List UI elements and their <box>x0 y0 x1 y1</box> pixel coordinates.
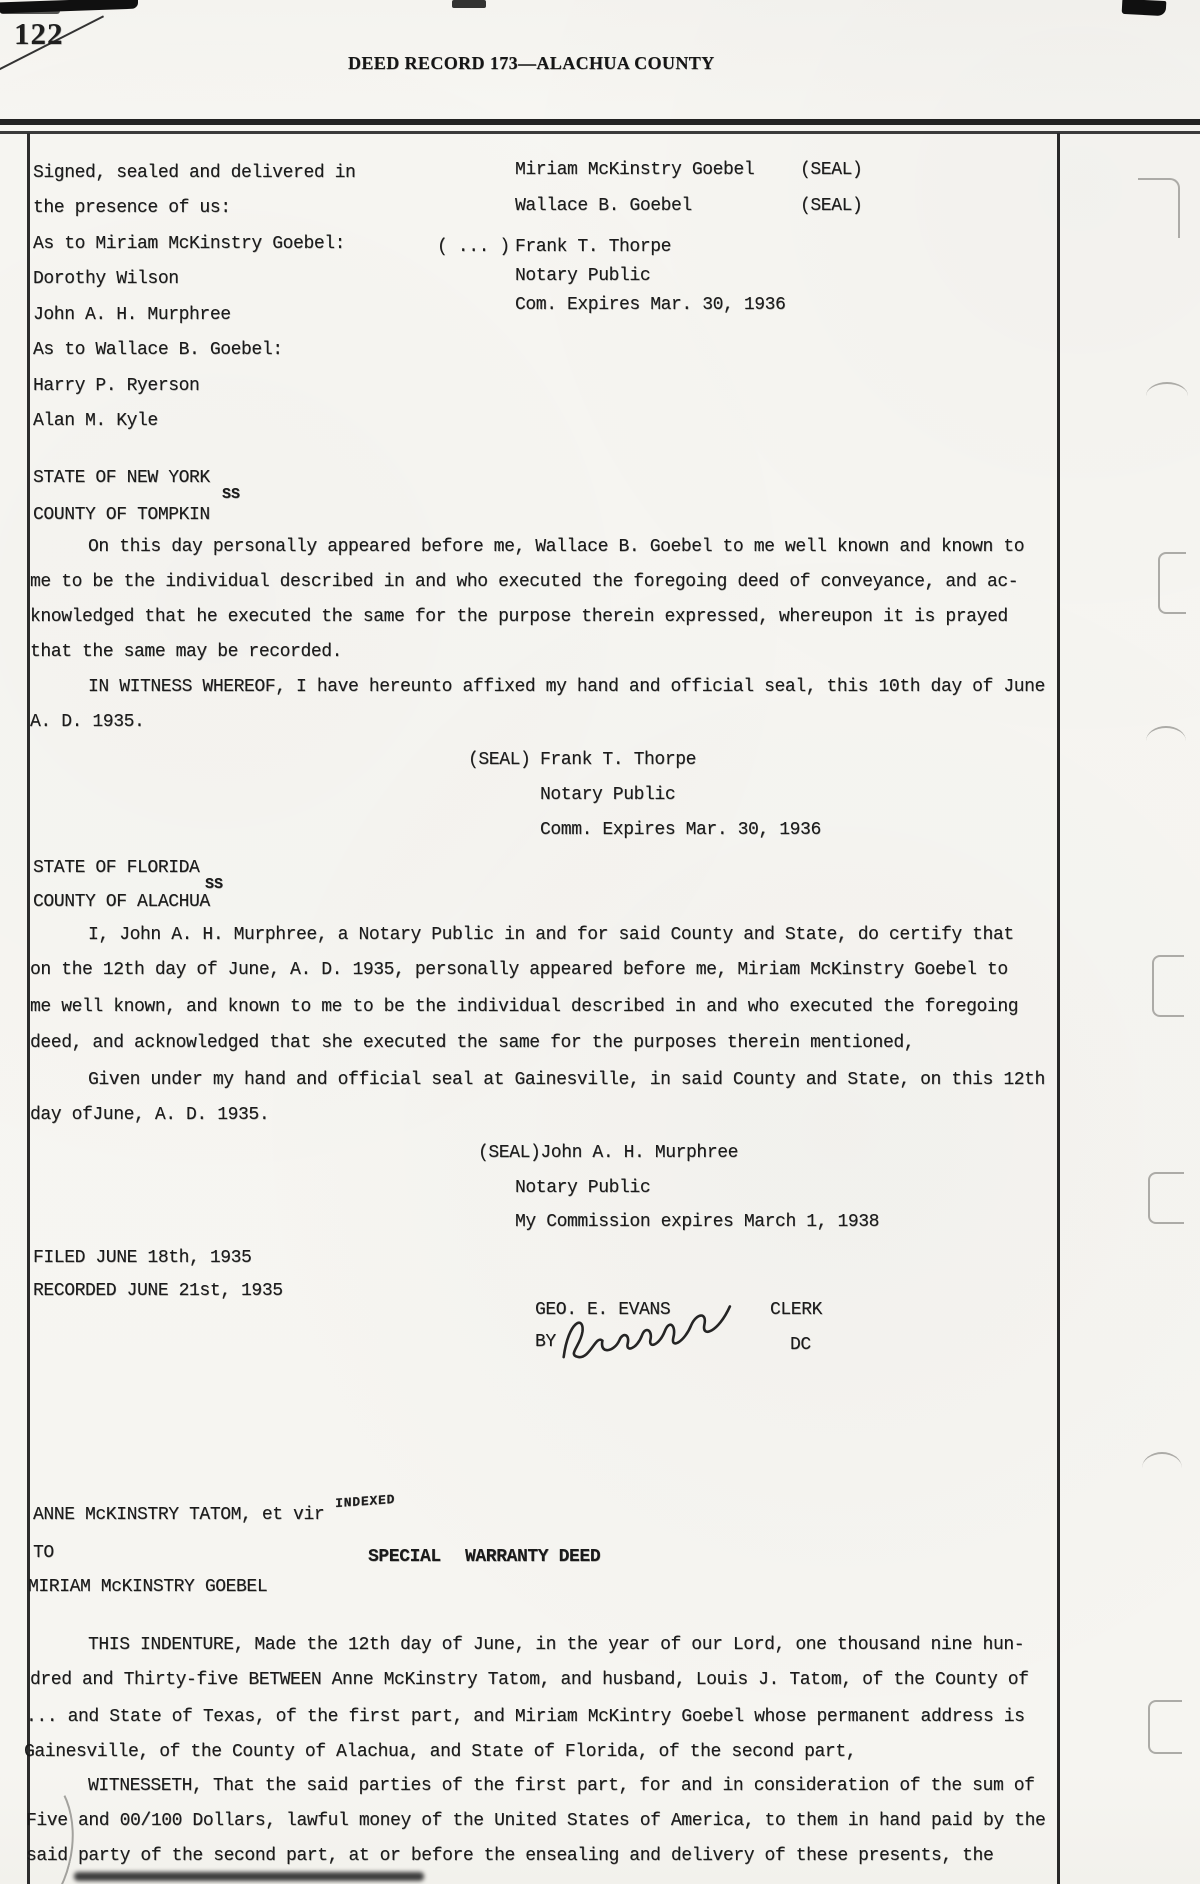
notary-title: Notary Public <box>515 266 651 286</box>
notary-name: Frank T. Thorpe <box>515 237 672 257</box>
body-line: WITNESSETH, That the said parties of the first part, for and in consideration of the sum of <box>88 1776 1035 1796</box>
scan-artifact <box>1152 955 1184 1017</box>
body-line: me to be the individual described in and who executed the foregoing deed of conveyance, and ac- <box>30 572 1019 592</box>
notary-mark: ( ... ) <box>437 237 510 257</box>
scan-artifact <box>1142 1452 1182 1484</box>
by-label: BY <box>535 1332 556 1352</box>
body-line: day ofJune, A. D. 1935. <box>30 1105 270 1125</box>
body-line: I, John A. H. Murphree, a Notary Public in and for said County and State, do certify that <box>88 925 1014 945</box>
scan-artifact <box>1138 178 1180 238</box>
body-line: Five and 00/100 Dollars, lawful money of the United States of America, to them in hand paid by the <box>26 1811 1046 1831</box>
seal-label: (SEAL) <box>800 160 863 180</box>
body-line: Given under my hand and official seal at Gainesville, in said County and State, on this 12th <box>88 1070 1045 1090</box>
seal-label: (SEAL) <box>468 750 531 770</box>
clerk-name: GEO. E. EVANS <box>535 1300 671 1320</box>
grantee-caption: MIRIAM McKINSTRY GOEBEL <box>28 1577 268 1597</box>
scan-smudge <box>1122 0 1167 16</box>
witness-name: Alan M. Kyle <box>33 411 158 431</box>
scan-artifact <box>1148 1700 1182 1754</box>
dc-label: DC <box>790 1335 811 1355</box>
witness-name: Dorothy Wilson <box>33 269 179 289</box>
signature-name: Wallace B. Goebel <box>515 196 692 216</box>
notary-commission: Comm. Expires Mar. 30, 1936 <box>540 820 821 840</box>
deed-type: SPECIAL <box>368 1547 441 1567</box>
clerk-title: CLERK <box>770 1300 823 1320</box>
body-line: On this day personally appeared before me, Wallace B. Goebel to me well known and known to <box>88 537 1025 557</box>
body-line: knowledged that he executed the same for the purpose therein expressed, whereupon it is prayed <box>30 607 1008 627</box>
grantor-caption: ANNE McKINSTRY TATOM, et vir <box>33 1505 325 1525</box>
county-line: COUNTY OF TOMPKIN <box>33 505 210 525</box>
body-line: IN WITNESS WHEREOF, I have hereunto affixed my hand and official seal, this 10th day of June <box>88 677 1045 697</box>
scan-smudge <box>0 8 60 14</box>
caption-to: TO <box>33 1543 54 1563</box>
body-line: dred and Thirty-five BETWEEN Anne McKinstry Tatom, and husband, Louis J. Tatom, of the County of <box>30 1670 1029 1690</box>
body-line: Gainesville, of the County of Alachua, and State of Florida, of the second part, <box>24 1742 857 1762</box>
witness-line: As to Wallace B. Goebel: <box>33 340 283 360</box>
indexed-stamp: INDEXED <box>335 1491 396 1512</box>
notary-name: Frank T. Thorpe <box>540 750 697 770</box>
signature-name: Miriam McKinstry Goebel <box>515 160 755 180</box>
seal-label: (SEAL) <box>800 196 863 216</box>
notary-commission: My Commission expires March 1, 1938 <box>515 1212 880 1232</box>
notary-commission: Com. Expires Mar. 30, 1936 <box>515 295 786 315</box>
state-line: STATE OF FLORIDA <box>33 858 200 878</box>
deed-type: WARRANTY DEED <box>465 1547 601 1567</box>
filed-line: FILED JUNE 18th, 1935 <box>33 1248 252 1268</box>
page-title: DEED RECORD 173—ALACHUA COUNTY <box>348 53 715 73</box>
scan-smudge <box>452 0 486 8</box>
witness-line: As to Miriam McKinstry Goebel: <box>33 234 346 254</box>
county-line: COUNTY OF ALACHUA <box>33 892 210 912</box>
scan-artifact <box>1158 552 1186 614</box>
ss-label: SS <box>205 876 224 893</box>
page-number: 122 <box>14 16 64 51</box>
body-line: A. D. 1935. <box>30 712 145 732</box>
horizontal-rule <box>0 119 1200 125</box>
notary-title: Notary Public <box>540 785 676 805</box>
scan-smudge <box>74 1872 424 1881</box>
body-line: ... and State of Texas, of the first part, and Miriam McKintry Goebel whose permanent address is <box>26 1707 1025 1727</box>
witness-name: Harry P. Ryerson <box>33 376 200 396</box>
state-line: STATE OF NEW YORK <box>33 468 210 488</box>
body-line: THIS INDENTURE, Made the 12th day of June, in the year of our Lord, one thousand nine hun- <box>88 1635 1025 1655</box>
scan-artifact <box>1146 726 1186 756</box>
recorded-line: RECORDED JUNE 21st, 1935 <box>33 1281 283 1301</box>
body-line: deed, and acknowledged that she executed the same for the purposes therein mentioned, <box>30 1033 915 1053</box>
body-line: on the 12th day of June, A. D. 1935, personally appeared before me, Miriam McKinstry Goebel to <box>30 960 1008 980</box>
witness-line: the presence of us: <box>33 198 231 218</box>
body-line: that the same may be recorded. <box>30 642 343 662</box>
notary-title: Notary Public <box>515 1178 651 1198</box>
witness-name: John A. H. Murphree <box>33 305 231 325</box>
horizontal-rule <box>0 131 1200 134</box>
body-line: me well known, and known to me to be the individual described in and who executed the foregoing <box>30 997 1019 1017</box>
witness-line: Signed, sealed and delivered in <box>33 163 356 183</box>
ss-label: SS <box>222 486 241 503</box>
scan-artifact <box>1148 1172 1184 1224</box>
scan-artifact <box>1146 382 1188 410</box>
right-margin-rule <box>1057 133 1060 1884</box>
body-line: said party of the second part, at or before the ensealing and delivery of these presents, the <box>26 1846 994 1866</box>
seal-label-with-name: (SEAL)John A. H. Murphree <box>478 1143 739 1163</box>
